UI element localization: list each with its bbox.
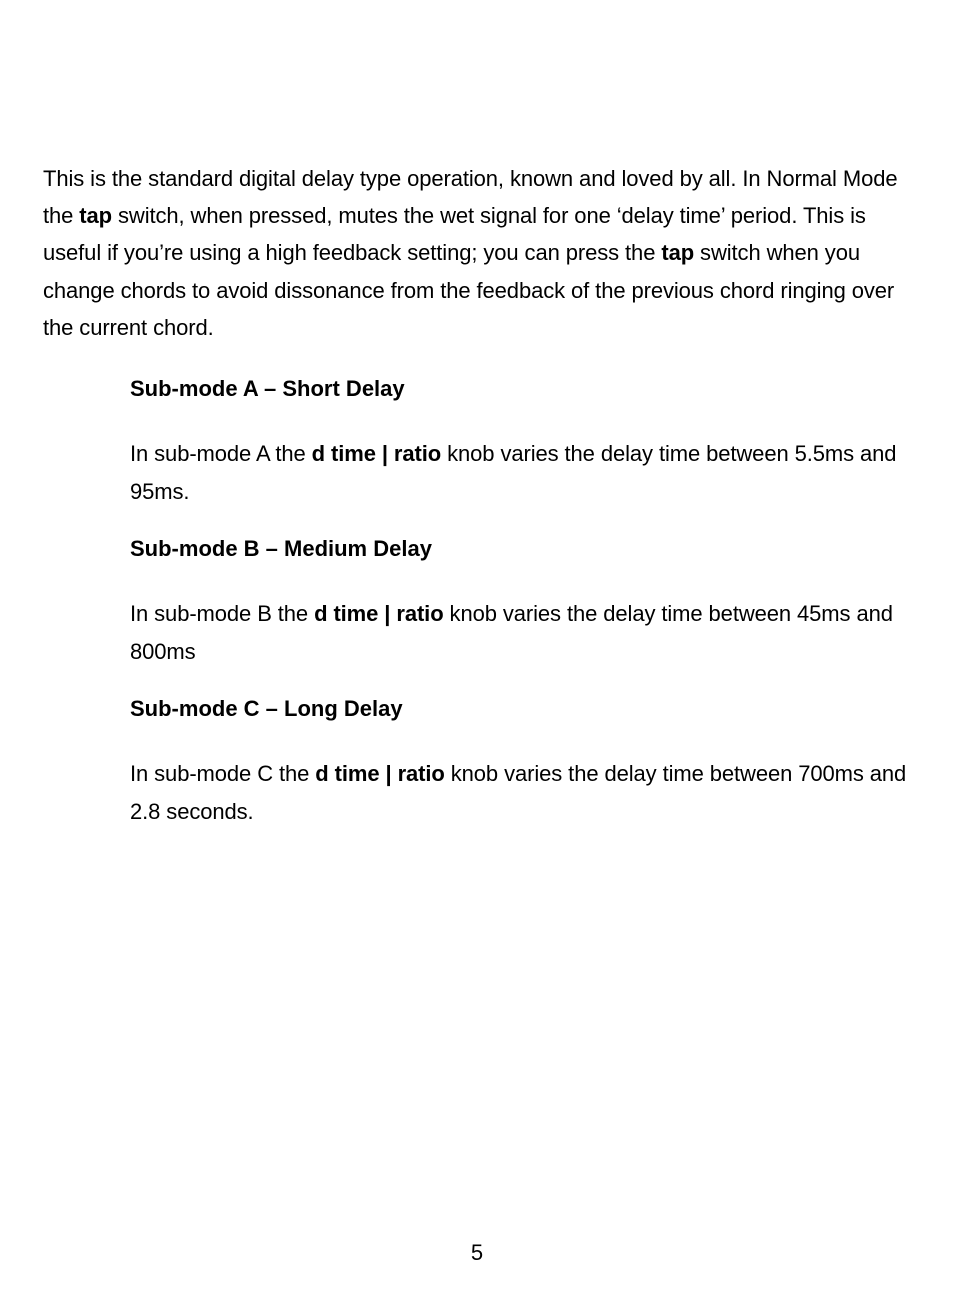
sub-mode-a-text-post: knob varies the delay time between 5.5ms and 95ms. [130,441,897,504]
intro-text-3: switch when you change chords to avoid dissonance from the feedback of the previous chord ringing over the current chord. [43,240,895,340]
sub-mode-b-text-pre: In sub-mode B the [130,601,315,626]
sub-mode-b-section [130,534,920,670]
sub-mode-c-knob-name: d time | ratio [315,761,445,786]
sub-mode-b-heading: Sub-mode B – Medium Delay [130,536,432,561]
intro-tap-bold-1: tap [79,203,112,229]
sub-mode-c-section [130,694,920,830]
sub-mode-b-knob-name: d time | ratio [314,601,444,626]
sub-mode-a-heading: Sub-mode A – Short Delay [130,376,405,401]
sub-mode-b-description [130,595,920,670]
sub-mode-c-heading: Sub-mode C – Long Delay [130,696,403,721]
intro-text-1: This is the standard digital delay type operation, known and loved by all. In Normal Mode the [43,166,898,229]
sub-mode-a-text-pre: In sub-mode A the [130,441,312,466]
sub-mode-b-text-post: knob varies the delay time between 45ms and 800ms [130,601,893,664]
intro-text-2: switch, when pressed, mutes the wet signal for one ‘delay time’ period. This is useful if you’re using a high feedback setting; you can press the [43,203,866,266]
intro-tap-bold-2: tap [661,240,695,266]
sub-mode-c-description [130,755,920,830]
page-number: 5 [470,1240,484,1265]
sub-mode-c-text-post: knob varies the delay time between 700ms and 2.8 seconds. [130,761,907,824]
sub-mode-a-section [130,374,920,510]
sub-mode-a-knob-name: d time | ratio [311,441,442,466]
intro-paragraph [43,160,913,346]
sub-mode-a-description [130,435,920,510]
sub-mode-c-text-pre: In sub-mode C the [130,761,316,786]
